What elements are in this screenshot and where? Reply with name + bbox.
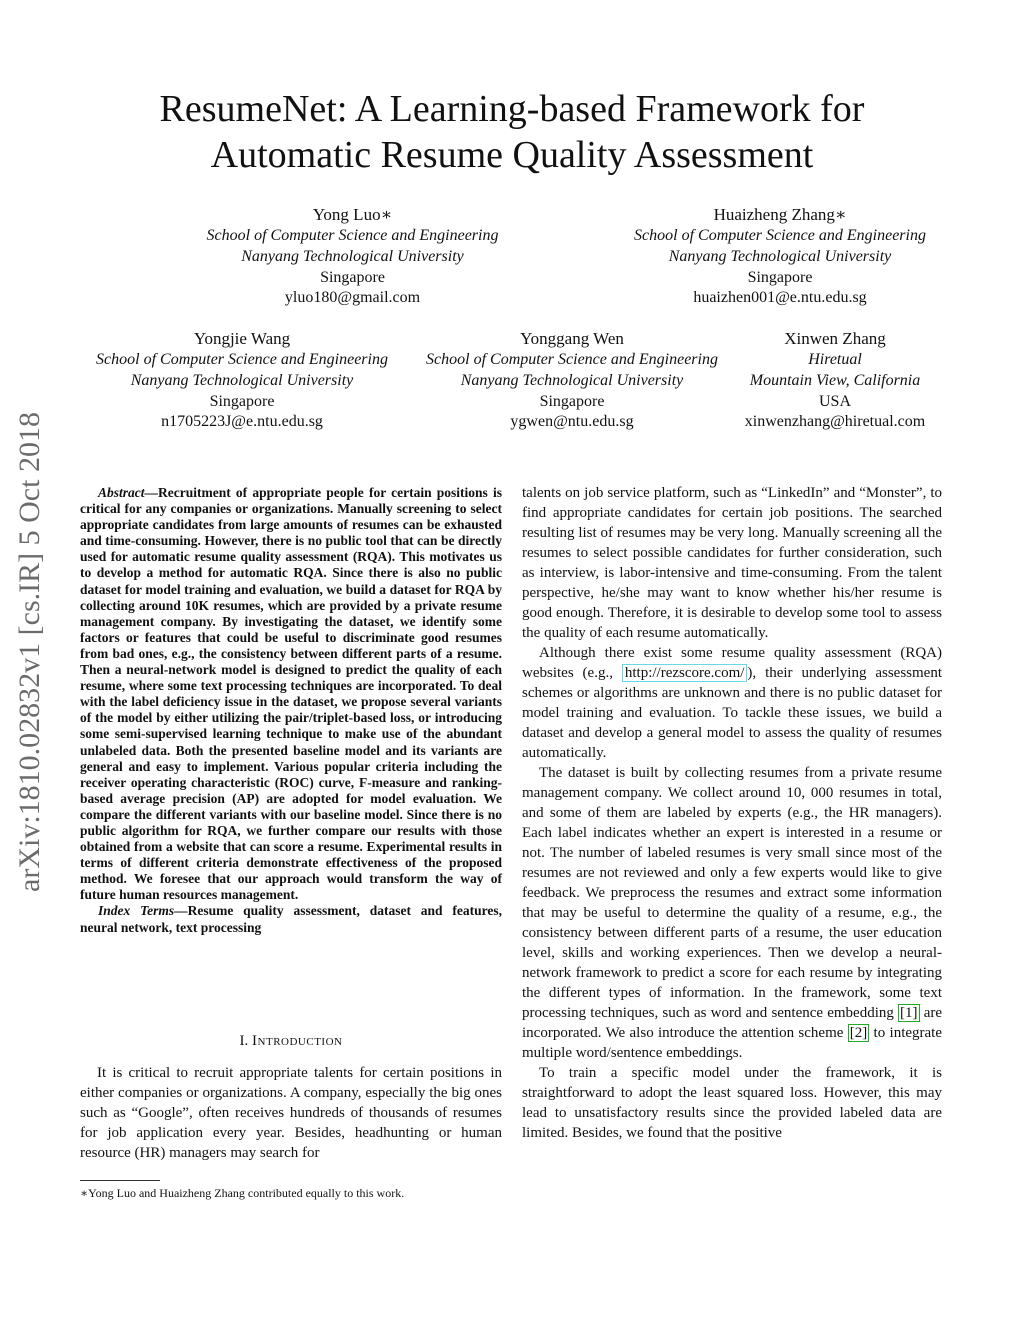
author-affiliation: School of Computer Science and Engineering [206, 227, 499, 244]
footnote: ∗Yong Luo and Huaizheng Zhang contributed equally to this work. [80, 1186, 405, 1200]
title-line-2: Automatic Resume Quality Assessment [210, 134, 814, 176]
author-email: xinwenzhang@hiretual.com [744, 413, 926, 431]
citation-link-1[interactable]: [1] [900, 1005, 918, 1021]
author-name: Yong Luo∗ [312, 205, 393, 224]
author-email: huaizhen001@e.ntu.edu.sg [693, 289, 867, 307]
author-name: Huaizheng Zhang∗ [713, 205, 847, 224]
abstract-text: Recruitment of appropriate people for certain positions is critical for any companies or organizations. Manually screening to select appropriate candidates from large amounts of resumes can be exhausted and time-consuming. However, there is no public tool that can be directly used for automatic resume quality assessment (RQA). This motivates us to develop a method for automatic RQA. Since there is also no public dataset for model training and evaluation, we build a dataset for RQA by collecting around 10K resumes, which are provided by a private resume management company. By investigating the dataset, we identify some factors or features that could be useful to discriminate good resumes from bad ones, e.g., the consistency between different parts of a resume. Then a neural-network model is designed to predict the quality of each resume, where some text processing techniques are incorporated. To deal with the label deficiency issue in the dataset, we propose several variants of the model by either utilizing the pair/triplet-based loss, or introducing some semi-supervised learning technique to make use of the abundant unlabeled data. Both the presented baseline model and its variants are general and easy to implement. Various popular criteria including the receiver operating characteristic (ROC) curve, F-measure and ranking-based average precision (AP) are adopted for model evaluation. We compare the different variants with our baseline model. Since there is no public algorithm for RQA, we further compare our results with those obtained from a website that can score a resume. Experimental results in terms of different criteria demonstrate effectiveness of the proposed method. We foresee that our approach would transform the way of future human resources management. [80, 485, 502, 903]
author-block-2 [590, 203, 970, 309]
paragraph-text: Although there exist some resume quality assessment (RQA) websites (e.g., [522, 645, 942, 681]
author-institution: Mountain View, California [749, 371, 921, 389]
author-location: Singapore [209, 392, 275, 410]
author-institution: Nanyang Technological University [668, 247, 892, 265]
section-title: Introduction [252, 1033, 343, 1049]
arxiv-identifier: arXiv:1810.02832v1 [cs.IR] 5 Oct 2018 [13, 412, 46, 892]
citation-link-2[interactable]: [2] [849, 1025, 868, 1041]
index-terms-label: Index Terms— [98, 903, 188, 919]
title-line-1: ResumeNet: A Learning-based Framework for [159, 88, 865, 130]
author-location: Singapore [747, 268, 813, 286]
section-number: I. [239, 1033, 249, 1049]
author-affiliation: Hiretual [808, 351, 862, 368]
abstract-label: Abstract— [98, 485, 159, 500]
author-location: Singapore [539, 392, 605, 410]
author-affiliation: School of Computer Science and Engineering [426, 351, 718, 368]
body-paragraph-3 [522, 763, 942, 1063]
author-block-1 [160, 203, 545, 309]
author-institution: Nanyang Technological University [460, 371, 684, 389]
author-email: yluo180@gmail.com [284, 289, 421, 307]
author-institution: Nanyang Technological University [241, 247, 464, 265]
paper-title [0, 86, 1024, 178]
section-heading [80, 1033, 502, 1050]
intro-left-column [80, 1063, 502, 1163]
intro-paragraph: It is critical to recruit appropriate talents for certain positions in either companies or organizations. A company, especially the big ones such as “Google”, often receives hundreds of thousands of resumes for job application every year. Besides, headhunting or human resource (HR) managers may search for [80, 1065, 502, 1161]
index-terms-text: Resume quality assessment, dataset and features, neural network, text processing [80, 903, 502, 935]
footnote-rule [80, 1180, 160, 1181]
paragraph-text: The dataset is built by collecting resumes from a private resume management company. We collect around 10, 000 resumes in total, and some of them are labeled by experts (e.g., the HR managers). Each label indicates whether an expert is interested in a resume or not. The number of labeled resumes is very small since most of the resumes are not reviewed and only a few experts would like to give feedback. We preprocess the resumes and extract some information that may be useful to determine the quality of a resume, e.g., the consistency between different parts of a resume, the user education level, skills and working experiences. Then we develop a neural-network framework to predict a score for each resume by integrating the different types of information. In the framework, some text processing techniques, such as word and sentence embedding [522, 765, 942, 1021]
body-paragraph-2 [522, 643, 942, 763]
author-name: Yonggang Wen [520, 329, 624, 348]
author-name: Yongjie Wang [193, 329, 291, 348]
author-block-3 [72, 327, 412, 433]
body-paragraph-1: talents on job service platform, such as “LinkedIn” and “Monster”, to find appropriate candidates for certain job positions. The searched resulting list of resumes may be very long. Manually screening all the resumes to select possible candidates for further consideration, such as interview, is labor-intensive and time-consuming. From the talent perspective, he/she may want to know whether his/her resume is good enough. Therefore, it is desirable to develop some tool to assess the quality of each resume automatically. [522, 485, 942, 641]
author-location: Singapore [320, 268, 385, 286]
author-name: Xinwen Zhang [784, 329, 886, 348]
body-paragraph-4: To train a specific model under the framework, it is straightforward to adopt the least squared loss. However, this may lead to unsatisfactory results since the provided labeled data are limited. Besides, we found that the positive [522, 1065, 942, 1141]
author-block-5 [730, 327, 940, 433]
rezscore-link[interactable]: http://rezscore.com/ [622, 664, 748, 682]
author-affiliation: School of Computer Science and Engineering [96, 351, 388, 368]
intro-right-column [522, 483, 942, 1143]
author-location: USA [818, 392, 851, 410]
paragraph-text: to integrate multiple word/sentence embeddings. [522, 1025, 942, 1061]
author-email: ygwen@ntu.edu.sg [510, 413, 634, 431]
author-email: n1705223J@e.ntu.edu.sg [161, 413, 323, 431]
paragraph-text: ), their underlying assessment schemes or algorithms are unknown and there is no public dataset for model training and evaluation. To tackle these issues, we build a dataset and develop a general model to assess the quality of resumes automatically. [522, 665, 943, 761]
author-affiliation: School of Computer Science and Engineering [634, 227, 926, 244]
author-block-4 [402, 327, 742, 433]
paragraph-text: are incorporated. We also introduce the attention scheme [522, 1005, 943, 1041]
author-institution: Nanyang Technological University [130, 371, 354, 389]
abstract [80, 485, 502, 936]
